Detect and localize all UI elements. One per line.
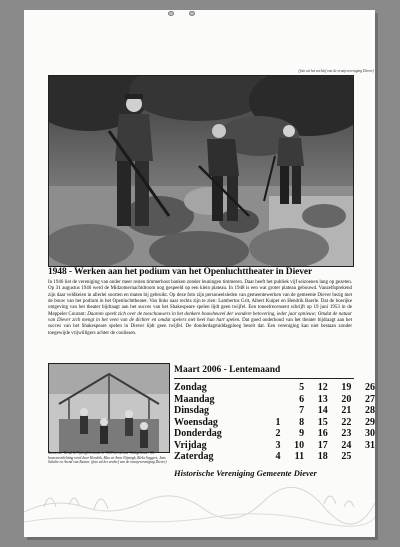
calendar-date: 11 [294,451,305,462]
article-quote: Daarom speelt zich over de toeschouwers in het donkere bouwheuvel der wondere betovering, ieder jaar opnieuw; Omdat de natuur van Diever zich mengt in het veen van de dichter en omdat spelers met heel hun hart spelen. [48,311,352,324]
calendar-row [172,382,375,394]
article-paragraph: In 1946 liet de vereniging van onder meer resten timmerhout banken zonder leuningen timmeren. Daar heeft het publiek vijf seizoenen lang op gezeten. Op 31 augustus 1946 werd de Midzomernachtdroom nog gespeeld op een klein plateau. In 1948 is een wat groter plateau gebouwd. Vanzelfsprekend zijn daar veldkeien in allerlei soorten en maten bij gebruikt. Op deze foto zijn personeelsleden van gemeentewerken van de gemeente Diever bezig met de bouw van het podium in het Openluchttheater. Van links naar rechts zijn te zien: Lambertus Grit, Albert Kuiper en Hendrik Baerle. Dat de boerijke omgeving van het theater bijdraagt aan het succes van het Shakespeare spelen lijdt geen twijfel. Een toneelrecensent schrijft op 19 juni 1953 in de Meppeler Courant: [48,280,352,317]
weekday-label: Zondag [174,382,207,393]
calendar-date: 12 [317,382,328,393]
main-photo-workers-with-stones [48,75,354,267]
weekday-label: Dinsdag [174,405,210,416]
binding-hole [168,11,174,16]
calendar-date: 9 [299,428,305,439]
calendar-date: 31 [365,439,375,451]
calendar-date: 20 [341,393,352,405]
weekday-label: Zaterdag [174,451,214,462]
calendar-date [257,382,280,394]
photo-credit: (foto uit het archief van de oranjevereniging Diever) [298,69,374,73]
calendar-row [172,428,375,440]
calendar-grid [172,382,375,463]
calendar-row [172,440,375,452]
calendar-date: 14 [317,405,328,416]
calendar-row [172,417,375,429]
weekday-label: Vrijdag [174,439,207,451]
article-body [48,280,352,337]
calendar-month-title: Maart 2006 - Lentemaand [174,365,281,375]
article-title: 1948 - Werken aan het podium van het Openluchttheater in Diever [48,267,313,277]
calendar-date [257,394,280,406]
calendar-date: 27 [365,393,375,405]
binding-hole [189,11,195,16]
calendar-date: 17 [317,439,328,451]
article-paragraph: Dat goed onderhoud van het theater bijdraagt aan het succes van het Shakespeare spelen in Diever lijdt geen twijfel. De donderdagmiddagploeg beselt dat. Een vereniging kan niet bestaan zonder toegewijde vrijwilligers achter de coulissen. [48,318,352,336]
binding-holes [24,10,375,18]
calendar-date: 6 [299,393,305,405]
calendar-date: 19 [341,382,352,393]
calendar-date: 2 [275,428,281,439]
calendar-page [24,10,375,537]
calendar-date: 5 [299,382,305,393]
calendar-date: 8 [299,416,305,428]
calendar-date: 7 [299,405,305,416]
calendar-date: 23 [341,428,352,439]
weekday-label: Donderdag [174,428,222,439]
sketch-landscape [24,457,375,537]
calendar-row [172,394,375,406]
calendar-date: 1 [275,416,281,428]
calendar-date: 29 [365,416,375,428]
divider [174,378,354,379]
calendar-date: 16 [317,428,328,439]
calendar-date: 28 [365,405,375,416]
calendar-date: 15 [317,416,328,428]
small-photo-caption: Aannemer Hendrik Nijsingh bouwde in 1958 het nieuwe 'klubgebouw'. De bouwvoorlichting werd door Hendrik, Max en Anne Nijsingh, Rieks Seggers, Jans Schulte en Arend van Zanten. (foto uit het archief van de oranjevereniging Diever) [48,451,167,465]
weekday-label: Maandag [174,393,215,405]
calendar-date: 26 [365,382,375,393]
footer-organization: Historische Vereniging Gemeente Diever [174,468,317,478]
small-photo-clubhouse-construction [48,363,170,453]
calendar-date: 21 [341,405,352,416]
calendar-date [257,405,280,417]
calendar-date: 18 [317,451,328,462]
calendar-date: 30 [365,428,375,439]
calendar-date: 10 [294,439,305,451]
weekday-label: Woensdag [174,416,218,428]
calendar-date: 4 [275,451,281,462]
calendar-row [172,405,375,417]
calendar-date: 13 [317,393,328,405]
calendar-date: 25 [341,451,352,462]
calendar-date: 24 [341,439,352,451]
calendar-date: 3 [275,439,281,451]
calendar-date: 22 [341,416,352,428]
